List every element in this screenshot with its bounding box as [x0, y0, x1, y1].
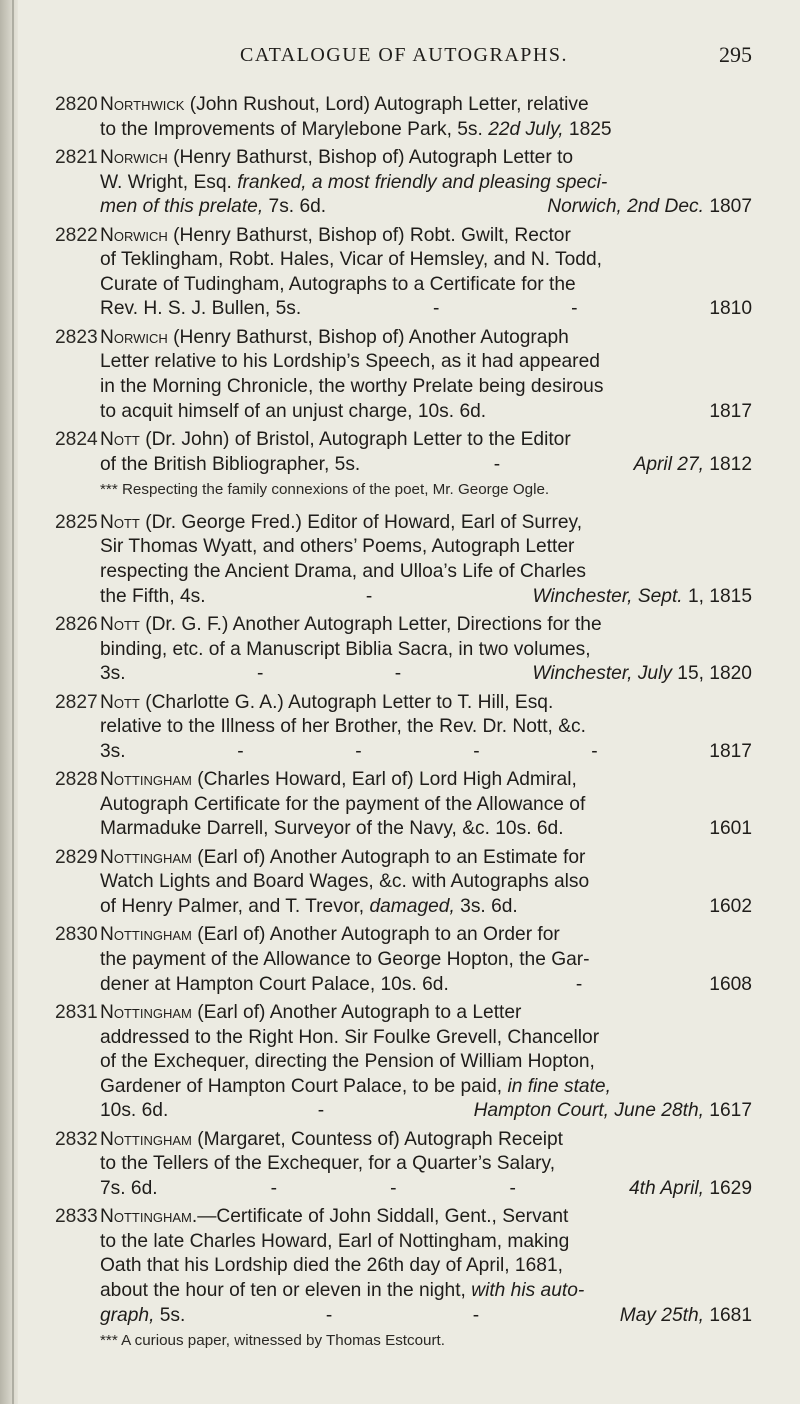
binding-edge — [12, 0, 14, 1404]
entry-date: May 25th, — [619, 1304, 704, 1326]
entry-year: 1681 — [703, 1304, 752, 1326]
entry-footnote: *** A curious paper, witnessed by Thomas Estcourt. — [100, 1332, 445, 1350]
entry-date: April 27, — [633, 453, 704, 475]
entry-text: of Henry Palmer, and T. Trevor, — [100, 895, 370, 917]
catalogue-entry — [56, 923, 752, 997]
catalogue-entry — [56, 511, 752, 609]
leader-dash: - — [237, 740, 244, 762]
entry-date: 4th April, — [628, 1177, 704, 1199]
page-number: 295 — [719, 42, 752, 67]
entry-text: Rev. H. S. J. Bullen, 5s. — [100, 298, 302, 320]
leader-dash: - — [390, 1177, 397, 1199]
entry-number: 2824 — [55, 428, 98, 450]
entry-price: 7s. 6d. — [100, 1177, 158, 1199]
leader-dash: - — [575, 973, 583, 995]
entry-number: 2829 — [55, 846, 98, 868]
catalogue-entry — [56, 326, 752, 424]
entry-text: about the hour of ten or eleven in the night, — [100, 1280, 472, 1302]
entry-year: 1812 — [703, 453, 752, 475]
entry-text-italic: damaged, — [369, 895, 455, 917]
entry-year: 1608 — [709, 973, 752, 995]
entry-text: (Earl of) Another Autograph to an Estimate for — [191, 846, 586, 868]
entry-text: Oath that his Lordship died the 26th day of April, 1681, — [100, 1255, 563, 1277]
entry-text: (Earl of) Another Autograph to a Letter — [191, 1001, 522, 1023]
entry-year: 1817 — [709, 740, 752, 762]
entry-text: (Henry Bathurst, Bishop of) Robt. Gwilt, Rector — [167, 224, 571, 246]
entry-price: 3s. — [100, 740, 126, 762]
entry-name: Norwich — [100, 224, 168, 246]
entry-text: dener at Hampton Court Palace, 10s. 6d. — [100, 973, 449, 995]
entry-name: Nottingham — [100, 1128, 192, 1150]
catalogue-entry — [56, 768, 752, 842]
entry-name: Nottingham — [100, 924, 192, 946]
catalogue-entry — [56, 224, 752, 322]
leader-dash: - — [365, 585, 373, 607]
entry-text: in the Morning Chronicle, the worthy Prelate being desirous — [100, 375, 604, 397]
entry-text: addressed to the Right Hon. Sir Foulke Grevell, Chancellor — [100, 1026, 600, 1048]
entry-name: Nott — [100, 511, 140, 533]
entry-price: 3s. — [100, 663, 126, 685]
entry-price: 7s. 6d. — [263, 196, 327, 218]
entry-number: 2821 — [55, 146, 98, 168]
entry-year: 1, 1815 — [682, 585, 752, 607]
entry-text: (Dr. John) of Bristol, Autograph Letter to the Editor — [139, 428, 571, 450]
entry-text: Autograph Certificate for the payment of the Allowance of — [100, 793, 586, 815]
entry-text: (Dr. G. F.) Another Autograph Letter, Directions for the — [139, 614, 602, 636]
entry-text: .—Certificate of John Siddall, Gent., Servant — [191, 1206, 569, 1228]
entry-name: Norwich — [100, 146, 168, 168]
entry-number: 2832 — [55, 1128, 98, 1150]
entry-number: 2826 — [55, 614, 98, 636]
entry-name: Nottingham — [100, 769, 192, 791]
entry-year: 1817 — [709, 400, 752, 422]
entry-text: the Fifth, 4s. — [100, 585, 206, 607]
entry-name: Nottingham — [100, 1206, 192, 1228]
catalogue-entries — [56, 93, 752, 1351]
leader-dash: - — [509, 1177, 516, 1199]
entry-text: relative to the Illness of her Brother, the Rev. Dr. Nott, &c. — [100, 716, 586, 738]
catalogue-entry — [56, 1205, 752, 1328]
entry-text: (Henry Bathurst, Bishop of) Autograph Letter to — [167, 146, 574, 168]
leader-dash: - — [571, 298, 578, 320]
entry-text: (Margaret, Countess of) Autograph Receipt — [191, 1128, 564, 1150]
entry-year: 1629 — [703, 1177, 752, 1199]
page-header — [56, 44, 752, 74]
entry-date: Norwich, 2nd Dec. — [547, 196, 704, 218]
entry-text: (Earl of) Another Autograph to an Order for — [191, 924, 560, 946]
entry-text: of the Exchequer, directing the Pension of William Hopton, — [100, 1051, 595, 1073]
entry-text: Curate of Tudingham, Autographs to a Certificate for the — [100, 273, 576, 295]
entry-text-italic: with his auto- — [471, 1280, 585, 1302]
entry-name: Norwich — [100, 326, 168, 348]
entry-name: Nottingham — [100, 1001, 192, 1023]
entry-text: to the Tellers of the Exchequer, for a Quarter’s Salary, — [100, 1153, 556, 1175]
entry-year: 1601 — [709, 818, 752, 840]
entry-text: Sir Thomas Wyatt, and others’ Poems, Autograph Letter — [100, 536, 575, 558]
leader-dash: - — [270, 1177, 278, 1199]
entry-name: Nott — [100, 428, 140, 450]
entry-name: Northwick — [100, 94, 185, 115]
entry-text: W. Wright, Esq. — [100, 171, 238, 193]
entry-footnote: *** Respecting the family connexions of the poet, Mr. George Ogle. — [100, 480, 550, 498]
leader-dash: - — [317, 1100, 325, 1122]
catalogue-entry — [56, 691, 752, 765]
entry-text: (Dr. George Fred.) Editor of Howard, Earl of Surrey, — [139, 511, 583, 533]
entry-name: Nott — [100, 691, 140, 713]
entry-text: of Teklingham, Robt. Hales, Vicar of Hemsley, and N. Todd, — [100, 249, 602, 271]
entry-text: to the Improvements of Marylebone Park, 5s. — [100, 118, 489, 140]
entry-number: 2820 — [55, 94, 98, 115]
entry-text-italic: franked, a most friendly and pleasing speci- — [237, 171, 608, 193]
entry-number: 2831 — [55, 1001, 98, 1023]
entry-number: 2822 — [55, 224, 98, 246]
entry-text: binding, etc. of a Manuscript Biblia Sacra, in two volumes, — [100, 638, 591, 660]
entry-text: Gardener of Hampton Court Palace, to be paid, — [100, 1075, 508, 1097]
leader-dash: - — [472, 1304, 480, 1326]
catalogue-entry — [56, 846, 752, 920]
entry-text: of the British Bibliographer, 5s. — [100, 453, 361, 475]
catalogue-entry — [56, 428, 752, 477]
entry-name: Nott — [100, 614, 140, 636]
entry-price: 5s. — [154, 1304, 186, 1326]
entry-text: the payment of the Allowance to George Hopton, the Gar- — [100, 948, 590, 970]
entry-text-italic: graph, — [100, 1304, 155, 1326]
entry-number: 2825 — [55, 511, 98, 533]
entry-text: respecting the Ancient Drama, and Ulloa’s Life of Charles — [100, 561, 586, 583]
entry-text: Watch Lights and Board Wages, &c. with Autographs also — [100, 871, 590, 893]
entry-text: (Charlotte G. A.) Autograph Letter to T. Hill, Esq. — [139, 691, 554, 713]
entry-text: (John Rushout, Lord) Autograph Letter, relative — [184, 94, 589, 115]
entry-date: 22d July, — [488, 118, 564, 140]
entry-number: 2828 — [55, 769, 98, 791]
leader-dash: - — [256, 663, 264, 685]
leader-dash: - — [473, 740, 480, 762]
entry-date: Winchester, July — [532, 663, 672, 685]
catalogue-entry — [56, 1128, 752, 1202]
entry-text-italic: in fine state, — [507, 1075, 611, 1097]
entry-text: to acquit himself of an unjust charge, 10s. 6d. — [100, 400, 487, 422]
leader-dash: - — [591, 740, 598, 762]
entry-number: 2830 — [55, 924, 98, 946]
leader-dash: - — [493, 453, 501, 475]
leader-dash: - — [355, 740, 362, 762]
catalogue-entry — [56, 613, 752, 687]
entry-text: Letter relative to his Lordship’s Speech, as it had appeared — [100, 351, 600, 373]
entry-price: 3s. 6d. — [454, 895, 518, 917]
entry-text: to the late Charles Howard, Earl of Nottingham, making — [100, 1230, 570, 1252]
leader-dash: - — [432, 298, 440, 320]
catalogue-entry — [56, 93, 752, 142]
page-gutter-shadow — [0, 0, 18, 1404]
entry-price: 10s. 6d. — [100, 1100, 169, 1122]
entry-year: 15, 1820 — [671, 663, 752, 685]
entry-year: 1810 — [709, 298, 752, 320]
entry-text: (Charles Howard, Earl of) Lord High Admiral, — [191, 769, 577, 791]
entry-year: 1825 — [563, 118, 612, 140]
entry-number: 2823 — [55, 326, 98, 348]
entry-date: Hampton Court, June 28th, — [473, 1100, 704, 1122]
entry-number: 2827 — [55, 691, 98, 713]
entry-text: Marmaduke Darrell, Surveyor of the Navy, &c. 10s. 6d. — [100, 818, 564, 840]
leader-dash: - — [325, 1304, 333, 1326]
entry-text: (Henry Bathurst, Bishop of) Another Autograph — [167, 326, 569, 348]
entry-text-italic: men of this prelate, — [100, 196, 264, 218]
leader-dash: - — [394, 663, 402, 685]
running-title: CATALOGUE OF AUTOGRAPHS. — [240, 44, 568, 66]
entry-year: 1807 — [703, 196, 752, 218]
entry-date: Winchester, Sept. — [532, 585, 683, 607]
catalogue-entry — [56, 1001, 752, 1124]
entry-year: 1617 — [703, 1100, 752, 1122]
entry-number: 2833 — [55, 1206, 98, 1228]
entry-year: 1602 — [709, 895, 752, 917]
catalogue-entry — [56, 146, 752, 220]
entry-name: Nottingham — [100, 846, 192, 868]
